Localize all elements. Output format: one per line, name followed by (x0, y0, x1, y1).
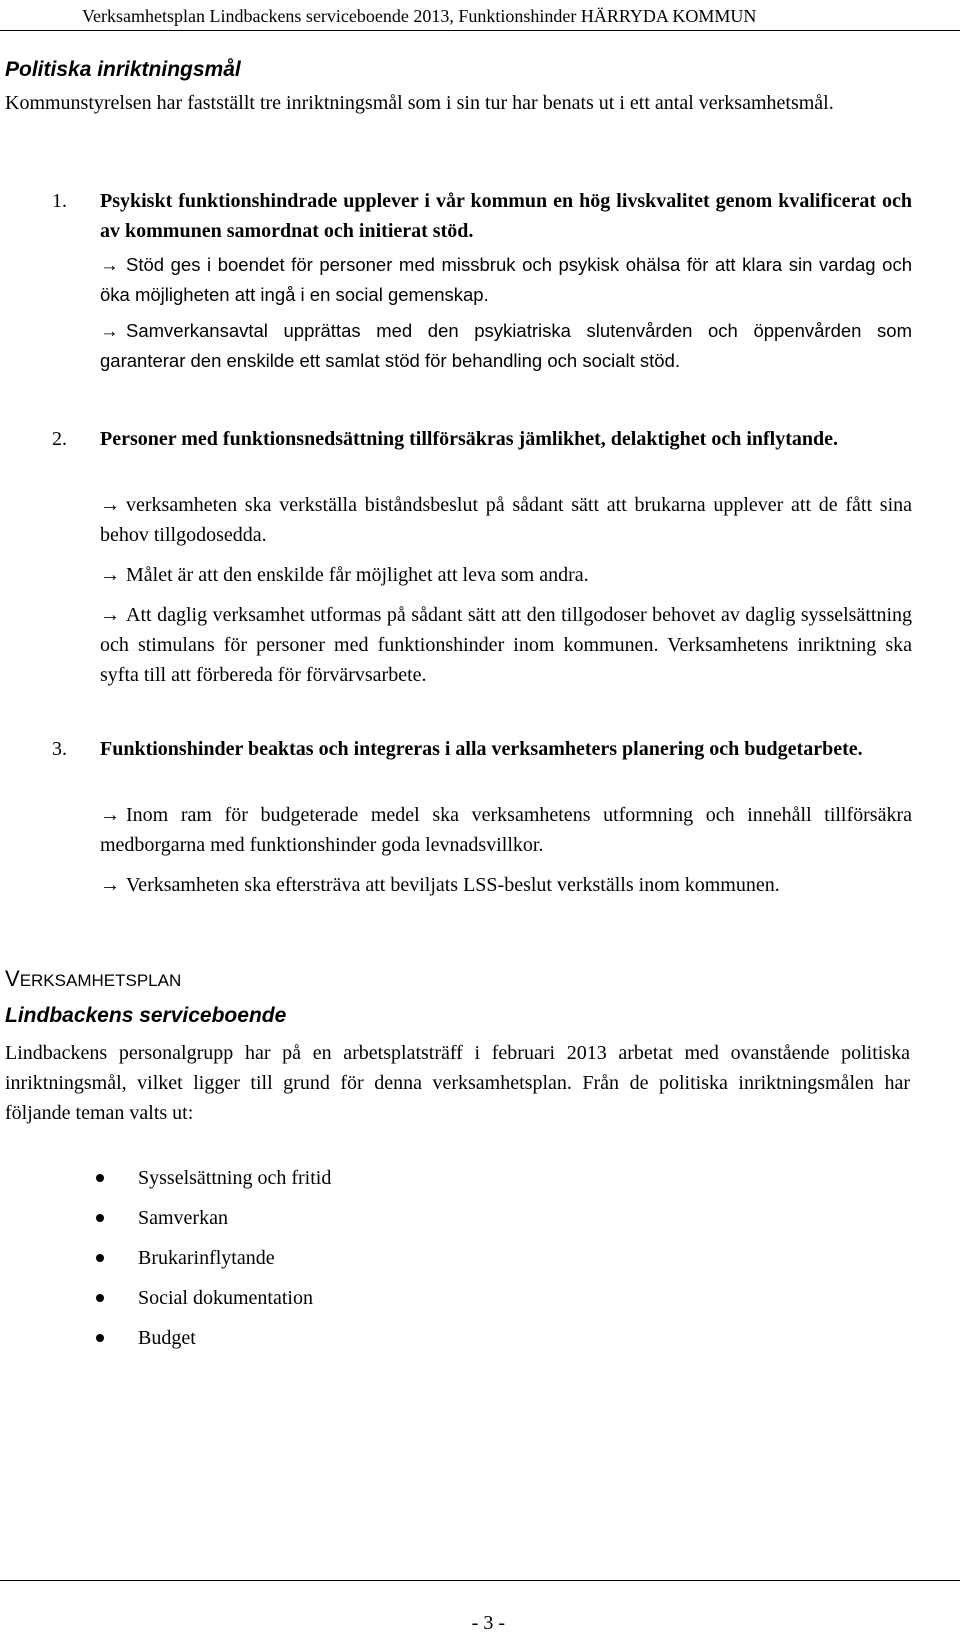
bullet-icon (96, 1294, 104, 1302)
intro-paragraph: Kommunstyrelsen har fastställt tre inriktningsmål som i sin tur har benats ut i ett antal verksamhetsmål. (5, 92, 834, 114)
section2-paragraph: Lindbackens personalgrupp har på en arbetsplatsträff i februari 2013 arbetat med ovanstående politiska inriktningsmål, vilket ligger till grund för denna verksamhetsplan. Från de politiska inriktningsmålen har följande teman valts ut: (5, 1042, 910, 1124)
arrow-icon: → (100, 874, 120, 896)
bullet-icon (96, 1334, 104, 1342)
list-item (90, 1318, 331, 1358)
list-item (90, 1198, 331, 1238)
goal-item (100, 560, 912, 590)
bullet-icon (96, 1174, 104, 1182)
goal-number: 3. (52, 738, 67, 760)
goal-item-text: Målet är att den enskilde får möjlighet att leva som andra. (126, 564, 589, 586)
goal-item-text: Stöd ges i boendet för personer med missbruk och psykisk ohälsa för att klara sin vardag och öka möjligheten att ingå i en social gemenskap. (100, 254, 912, 305)
arrow-icon: → (100, 564, 120, 586)
page-header (0, 4, 960, 31)
list-item (90, 1158, 331, 1198)
arrow-icon: → (100, 804, 120, 826)
goal-title: Psykiskt funktionshindrade upplever i vår kommun en hög livskvalitet genom kvalificerat och av kommunen samordnat och initierat stöd. (100, 190, 912, 242)
section-heading-politiska: Politiska inriktningsmål (5, 58, 241, 81)
list-item-text: Samverkan (138, 1207, 228, 1229)
bullet-icon (96, 1214, 104, 1222)
goal-number: 2. (52, 428, 67, 450)
goal-item-text: Samverkansavtal upprättas med den psykiatriska slutenvården och öppenvården som garanterar den enskilde ett samlat stöd för behandling och socialt stöd. (100, 320, 912, 371)
goal-item (100, 800, 912, 860)
goal-item (100, 250, 912, 310)
goal-item-text: Inom ram för budgeterade medel ska verksamhetens utformning och innehåll tillförsäkra medborgarna med funktionshinder goda levnadsvillkor. (100, 804, 912, 856)
goal-item-text: Verksamheten ska eftersträva att beviljats LSS-beslut verkställs inom kommunen. (126, 874, 780, 896)
list-item-text: Budget (138, 1327, 196, 1349)
bullet-icon (96, 1254, 104, 1262)
arrow-icon: → (100, 254, 119, 275)
header-text: Verksamhetsplan Lindbackens serviceboende 2013, Funktionshinder HÄRRYDA KOMMUN (82, 6, 757, 26)
goal-number: 1. (52, 190, 67, 212)
arrow-icon: → (100, 604, 120, 626)
goal-item (100, 600, 912, 690)
footer-divider (0, 1580, 960, 1581)
heading-rest: ERKSAMHETSPLAN (19, 971, 182, 990)
goal-item (100, 870, 930, 900)
heading-initial: V (5, 966, 20, 991)
goal-item-text: verksamheten ska verkställa biståndsbeslut på sådant sätt att brukarna upplever att de fått sina behov tillgodosedda. (100, 494, 912, 546)
subtitle-lindbacken: Lindbackens serviceboende (5, 1004, 287, 1027)
verksamhetsplan-heading (5, 966, 181, 992)
list-item-text: Brukarinflytande (138, 1247, 275, 1269)
goal-title: Personer med funktionsnedsättning tillförsäkras jämlikhet, delaktighet och inflytande. (100, 428, 838, 450)
list-item (90, 1238, 331, 1278)
goal-item-text: Att daglig verksamhet utformas på sådant sätt att den tillgodoser behovet av daglig sysselsättning och stimulans för personer med funktionshinder inom kommunen. Verksamhetens inriktning ska syfta till att förbereda för förvärvsarbete. (100, 604, 912, 686)
list-item (90, 1278, 331, 1318)
arrow-icon: → (100, 494, 120, 516)
goal-title: Funktionshinder beaktas och integreras i alla verksamheters planering och budgetarbete. (100, 738, 863, 760)
goal-item (100, 490, 912, 550)
arrow-icon: → (100, 320, 119, 341)
list-item-text: Social dokumentation (138, 1287, 313, 1309)
goal-item (100, 316, 912, 376)
list-item-text: Sysselsättning och fritid (138, 1167, 332, 1189)
theme-list (90, 1158, 331, 1358)
page-number: - 3 - (471, 1612, 505, 1634)
